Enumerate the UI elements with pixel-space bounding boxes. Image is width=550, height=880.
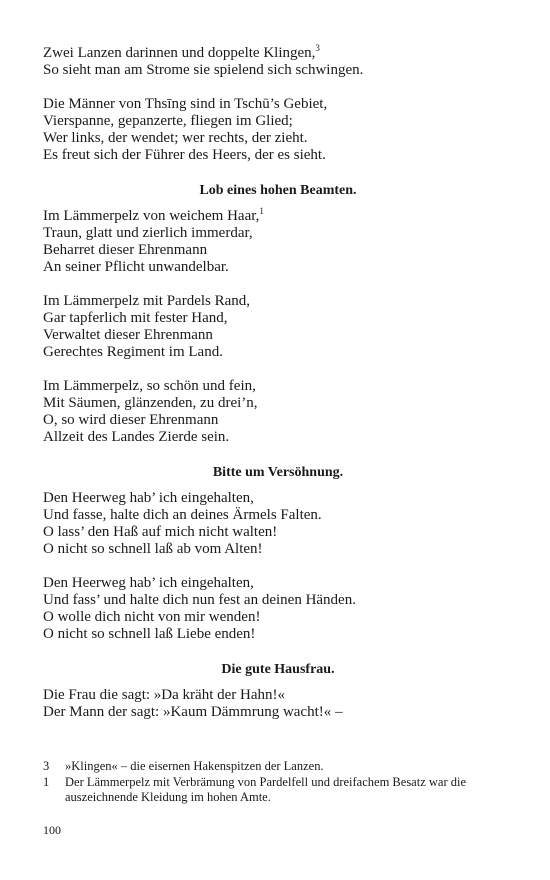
verse-line: Vierspanne, gepanzerte, fliegen im Glied; <box>43 113 293 129</box>
verse-line: Die Männer von Thsīng sind in Tschū’s Gebiet, <box>43 96 328 112</box>
footnote-text: Der Lämmerpelz mit Verbrämung von Pardelfell und dreifachem Besatz war die auszeichnende Kleidung im hohen Amte. <box>65 775 467 804</box>
verse-line: O wolle dich nicht von mir wenden! <box>43 609 261 625</box>
verse-line: Beharret dieser Ehrenmann <box>43 242 208 258</box>
verse-line: So sieht man am Strome sie spielend sich schwingen. <box>43 62 364 78</box>
poem-text <box>43 45 513 721</box>
verse-line: O, so wird dieser Ehrenmann <box>43 412 219 428</box>
verse-line: Und fass’ und halte dich nun fest an deinen Händen. <box>43 592 356 608</box>
footnote <box>43 775 513 805</box>
stanza <box>43 96 513 164</box>
stanza <box>43 293 513 361</box>
page-number: 100 <box>43 823 61 837</box>
verse-line: Den Heerweg hab’ ich eingehalten, <box>43 575 254 591</box>
verse-line: Zwei Lanzen darinnen und doppelte Klingen,$^3$ <box>43 43 320 61</box>
verse-line: Es freut sich der Führer des Heers, der es sieht. <box>43 147 326 163</box>
verse-line: Die Frau die sagt: »Da kräht der Hahn!« <box>43 687 286 703</box>
verse-line: Allzeit des Landes Zierde sein. <box>43 429 230 445</box>
verse-line: Verwaltet dieser Ehrenmann <box>43 327 213 343</box>
verse-line: Im Lämmerpelz mit Pardels Rand, <box>43 293 251 309</box>
stanza <box>43 45 513 79</box>
verse-line: Mit Säumen, glänzenden, zu drei’n, <box>43 395 258 411</box>
verse-line: Den Heerweg hab’ ich eingehalten, <box>43 490 254 506</box>
verse-line: O lass’ den Haß auf mich nicht walten! <box>43 524 278 540</box>
verse-line: Gar tapferlich mit fester Hand, <box>43 310 228 326</box>
poem-title: Bitte um Versöhnung. <box>212 465 344 480</box>
poem-title: Die gute Hausfrau. <box>221 662 335 677</box>
footnote-number: 1 <box>43 775 50 789</box>
stanza <box>43 575 513 643</box>
footnotes <box>43 759 513 806</box>
footnote-marker: 1 <box>259 206 264 216</box>
verse-line: O nicht so schnell laß ab vom Alten! <box>43 541 263 557</box>
verse-line: Im Lämmerpelz von weichem Haar,$^1$ <box>43 206 264 224</box>
verse-line: Und fasse, halte dich an deines Ärmels Falten. <box>43 507 322 523</box>
stanza <box>43 490 513 558</box>
verse-line: Im Lämmerpelz, so schön und fein, <box>43 378 256 394</box>
verse-line: O nicht so schnell laß Liebe enden! <box>43 626 256 642</box>
poem-title: Lob eines hohen Beamten. <box>199 183 357 198</box>
verse-line: Der Mann der sagt: »Kaum Dämmrung wacht!« – <box>43 704 343 720</box>
verse-line: Traun, glatt und zierlich immerdar, <box>43 225 253 241</box>
footnote <box>43 759 513 774</box>
footnote-marker: 3 <box>315 43 320 53</box>
stanza <box>43 208 513 276</box>
verse-line: An seiner Pflicht unwandelbar. <box>43 259 229 275</box>
stanza <box>43 687 513 721</box>
verse-line: Gerechtes Regiment im Land. <box>43 344 223 360</box>
footnote-text: »Klingen« – die eisernen Hakenspitzen der Lanzen. <box>65 759 324 773</box>
footnote-number: 3 <box>43 759 50 773</box>
verse-line: Wer links, der wendet; wer rechts, der zieht. <box>43 130 308 146</box>
stanza <box>43 378 513 446</box>
